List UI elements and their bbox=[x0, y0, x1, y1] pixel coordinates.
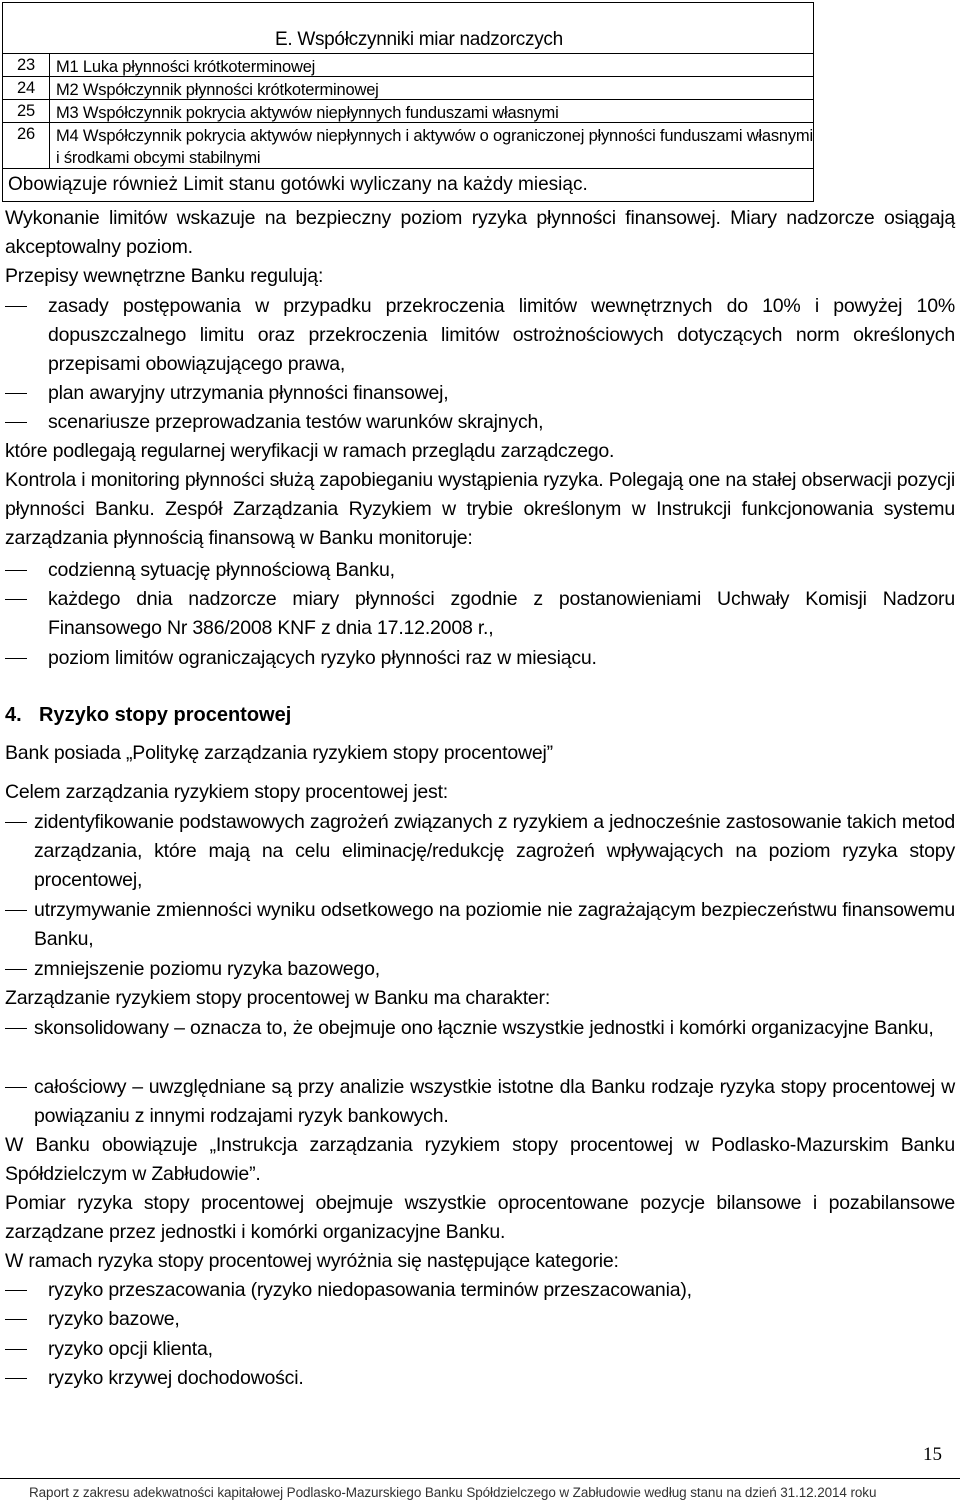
list-item: każdego dnia nadzorcze miary płynności zgodnie z postanowieniami Uchwały Komisji Nadzoru Finansowego Nr 386/2008 KNF z dnia 17.12.2008 r., bbox=[48, 588, 955, 639]
page-footer bbox=[0, 1478, 960, 1506]
list-item: ryzyko bazowe, bbox=[48, 1308, 180, 1330]
row-text: M4 Współczynnik pokrycia aktywów niepłynnych i aktywów o ograniczonej płynności funduszami własnymi i środkami obcymi stabilnymi bbox=[56, 127, 813, 167]
measures-table bbox=[2, 2, 814, 202]
list-item: zmniejszenie poziomu ryzyka bazowego, bbox=[34, 958, 380, 980]
table-header bbox=[3, 3, 813, 54]
row-text: M2 Współczynnik płynności krótkoterminowej bbox=[56, 81, 379, 99]
row-number: 26 bbox=[3, 123, 50, 168]
paragraph-verification: które podlegają regularnej weryfikacji w ramach przeglądu zarządczego. bbox=[5, 440, 615, 462]
table-row bbox=[3, 100, 813, 123]
list-item: poziom limitów ograniczających ryzyko płynności raz w miesiącu. bbox=[48, 647, 597, 669]
list-item: codzienną sytuację płynnościową Banku, bbox=[48, 559, 395, 581]
table-row bbox=[3, 77, 813, 100]
paragraph-goals: Celem zarządzania ryzykiem stopy procentowej jest: bbox=[5, 781, 449, 803]
table-row bbox=[3, 54, 813, 77]
paragraph-policy: Bank posiada „Politykę zarządzania ryzykiem stopy procentowej” bbox=[5, 742, 553, 764]
list-item: ryzyko opcji klienta, bbox=[48, 1338, 213, 1360]
list-item: utrzymywanie zmienności wyniku odsetkowego na poziomie nie zagrażającym bezpieczeństwu finansowemu Banku, bbox=[34, 899, 955, 950]
paragraph-instruction: W Banku obowiązuje „Instrukcja zarządzania ryzykiem stopy procentowej w Podlasko-Mazurskim Banku Spółdzielczym w Zabłudowie”. bbox=[5, 1134, 955, 1185]
row-number: 24 bbox=[3, 77, 50, 99]
list-item: ryzyko krzywej dochodowości. bbox=[48, 1367, 304, 1389]
section-heading bbox=[5, 704, 291, 727]
list-item: zasady postępowania w przypadku przekroczenia limitów wewnętrznych do 10% i powyżej 10% dopuszczalnego limitu oraz przekroczenia limitów ostrożnościowych dotyczących norm określonych przepisami obowiązującego prawa, bbox=[48, 295, 955, 375]
page-number: 15 bbox=[923, 1444, 942, 1465]
table-note bbox=[2, 169, 814, 202]
table-row bbox=[3, 123, 813, 169]
row-text: M1 Luka płynności krótkoterminowej bbox=[56, 58, 316, 76]
row-number: 23 bbox=[3, 54, 50, 76]
list-item: skonsolidowany – oznacza to, że obejmuje ono łącznie wszystkie jednostki i komórki organizacyjne Banku, bbox=[34, 1017, 934, 1039]
table-note-text: Obowiązuje również Limit stanu gotówki wyliczany na każdy miesiąc. bbox=[8, 174, 588, 195]
paragraph-monitoring: Kontrola i monitoring płynności służą zapobieganiu wystąpienia ryzyka. Polegają one na stałej obserwacji pozycji płynności Banku. Zespół Zarządzania Ryzykiem w trybie określonym w Instrukcji funkcjonowania systemu zarządzania płynnością finansową w Banku monitoruje: bbox=[5, 469, 955, 549]
paragraph-measurement: Pomiar ryzyka stopy procentowej obejmuje wszystkie oprocentowane pozycje bilansowe i pozabilansowe zarządzane przez jednostki i komórki organizacyjne Banku. bbox=[5, 1192, 955, 1243]
list-item: zidentyfikowanie podstawowych zagrożeń związanych z ryzykiem a jednocześnie zastosowanie takich metod zarządzania, które mają na celu eliminację/redukcję zagrożeń wpływających na poziom ryzyka stopy procentowej, bbox=[34, 811, 955, 891]
table-header-text: E. Współczynniki miar nadzorczych bbox=[275, 29, 563, 50]
paragraph-limits: Wykonanie limitów wskazuje na bezpieczny poziom ryzyka płynności finansowej. Miary nadzorcze osiągają akceptowalny poziom. bbox=[5, 207, 955, 258]
footer-text: Raport z zakresu adekwatności kapitałowej Podlasko-Mazurskiego Banku Spółdzielczego w Zabłudowie według stanu na dzień 31.12.2014 roku bbox=[29, 1485, 877, 1500]
paragraph-character: Zarządzanie ryzykiem stopy procentowej w Banku ma charakter: bbox=[5, 987, 551, 1009]
paragraph-regulations: Przepisy wewnętrzne Banku regulują: bbox=[5, 265, 324, 287]
section-title: Ryzyko stopy procentowej bbox=[39, 704, 292, 726]
section-number: 4. bbox=[5, 704, 22, 726]
list-item: plan awaryjny utrzymania płynności finansowej, bbox=[48, 382, 449, 404]
list-item: całościowy – uwzględniane są przy analizie wszystkie istotne dla Banku rodzaje ryzyka stopy procentowej w powiązaniu z innymi rodzajami ryzyk bankowych. bbox=[34, 1076, 955, 1127]
row-number: 25 bbox=[3, 100, 50, 122]
list-item: scenariusze przeprowadzania testów warunków skrajnych, bbox=[48, 411, 544, 433]
row-text: M3 Współczynnik pokrycia aktywów niepłynnych funduszami własnymi bbox=[56, 104, 559, 122]
list-item: ryzyko przeszacowania (ryzyko niedopasowania terminów przeszacowania), bbox=[48, 1279, 692, 1301]
paragraph-categories: W ramach ryzyka stopy procentowej wyróżnia się następujące kategorie: bbox=[5, 1250, 619, 1272]
